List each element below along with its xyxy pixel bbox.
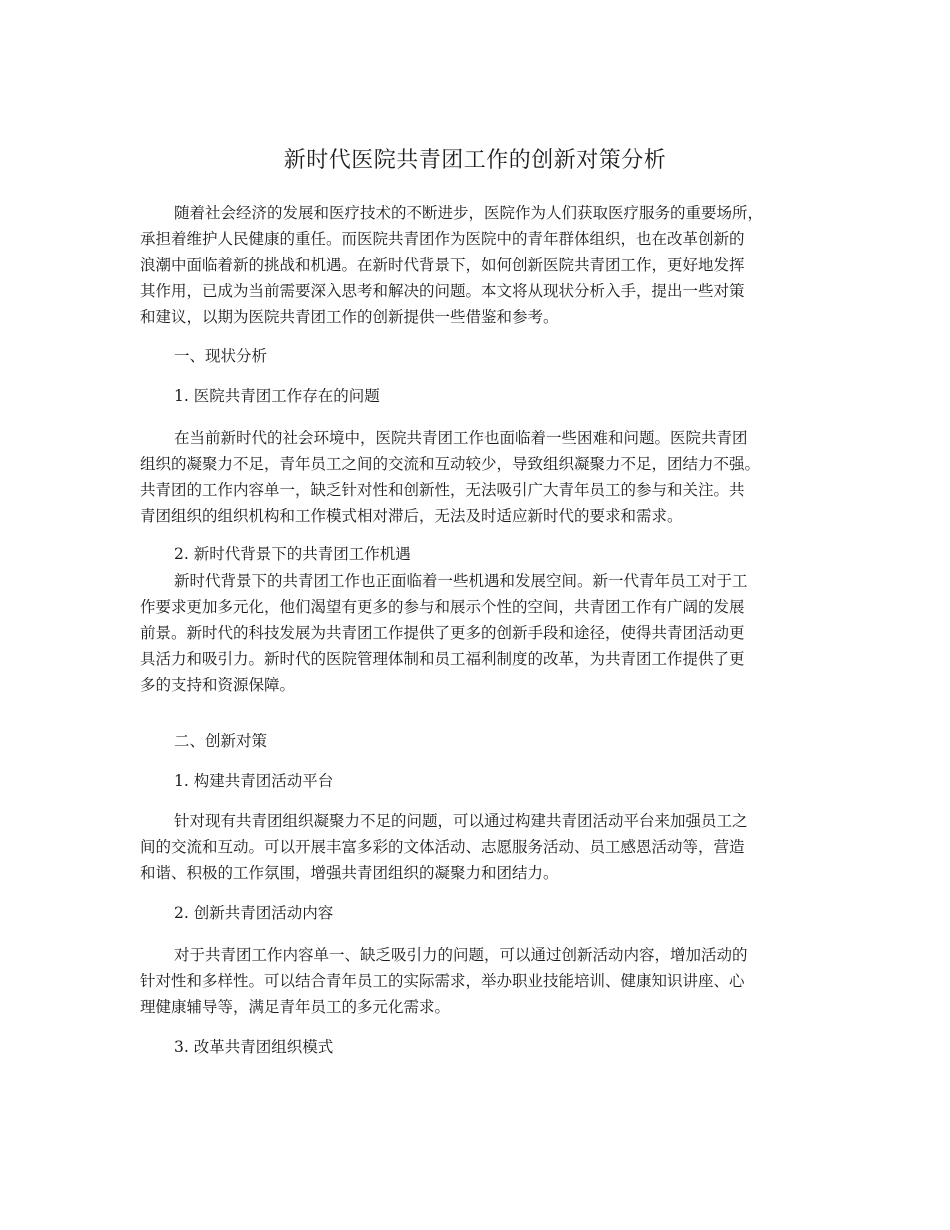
paragraph-line: 前景。新时代的科技发展为共青团工作提供了更多的创新手段和途径，使得共青团活动更	[140, 624, 745, 642]
paragraph-line: 承担着维护人民健康的重任。而医院共青团作为医院中的青年群体组织，也在改革创新的	[140, 230, 745, 248]
intro-paragraph	[140, 200, 816, 330]
paragraph-line: 在当前新时代的社会环境中，医院共青团工作也面临着一些困难和问题。医院共青团	[174, 429, 748, 447]
paragraph-line: 和建议，以期为医院共青团工作的创新提供一些借鉴和参考。	[140, 308, 559, 326]
paragraph-line: 多的支持和资源保障。	[140, 676, 296, 694]
paragraph-line: 针对现有共青团组织凝聚力不足的问题，可以通过构建共青团活动平台来加强员工之	[174, 812, 748, 830]
paragraph-line: 新时代背景下的共青团工作也正面临着一些机遇和发展空间。新一代青年员工对于工	[174, 572, 748, 590]
problems-paragraph	[140, 425, 816, 529]
paragraph-line: 其作用，已成为当前需要深入思考和解决的问题。本文将从现状分析入手，提出一些对策	[140, 282, 745, 300]
subsection-heading-platform: 1. 构建共青团活动平台	[174, 772, 334, 790]
paragraph-line: 针对性和多样性。可以结合青年员工的实际需求，举办职业技能培训、健康知识讲座、心	[140, 972, 745, 990]
paragraph-line: 理健康辅导等，满足青年员工的多元化需求。	[140, 998, 451, 1016]
subsection-heading-opportunities: 2. 新时代背景下的共青团工作机遇	[174, 545, 411, 563]
paragraph-line: 对于共青团工作内容单一、缺乏吸引力的问题，可以通过创新活动内容，增加活动的	[174, 946, 748, 964]
content-paragraph	[140, 942, 816, 1020]
section-heading-strategies: 二、创新对策	[174, 732, 268, 750]
subsection-heading-content: 2. 创新共青团活动内容	[174, 904, 334, 922]
paragraph-line: 间的交流和互动。可以开展丰富多彩的文体活动、志愿服务活动、员工感恩活动等，营造	[140, 838, 745, 856]
paragraph-line: 组织的凝聚力不足，青年员工之间的交流和互动较少，导致组织凝聚力不足，团结力不强。	[140, 455, 761, 473]
document-title: 新时代医院共青团工作的创新对策分析	[283, 148, 667, 173]
subsection-heading-organization: 3. 改革共青团组织模式	[174, 1038, 334, 1056]
paragraph-line: 随着社会经济的发展和医疗技术的不断进步，医院作为人们获取医疗服务的重要场所，	[174, 204, 764, 222]
subsection-heading-problems: 1. 医院共青团工作存在的问题	[174, 387, 380, 405]
paragraph-line: 共青团的工作内容单一，缺乏针对性和创新性，无法吸引广大青年员工的参与和关注。共	[140, 481, 745, 499]
paragraph-line: 和谐、积极的工作氛围，增强共青团组织的凝聚力和团结力。	[140, 864, 559, 882]
section-heading-status: 一、现状分析	[174, 347, 268, 365]
paragraph-line: 浪潮中面临着新的挑战和机遇。在新时代背景下，如何创新医院共青团工作，更好地发挥	[140, 256, 745, 274]
paragraph-line: 具活力和吸引力。新时代的医院管理体制和员工福利制度的改革，为共青团工作提供了更	[140, 650, 745, 668]
opportunities-paragraph	[140, 568, 816, 698]
paragraph-line: 作要求更加多元化，他们渴望有更多的参与和展示个性的空间，共青团工作有广阔的发展	[140, 598, 745, 616]
paragraph-line: 青团组织的组织机构和工作模式相对滞后，无法及时适应新时代的要求和需求。	[140, 507, 683, 525]
platform-paragraph	[140, 808, 816, 886]
